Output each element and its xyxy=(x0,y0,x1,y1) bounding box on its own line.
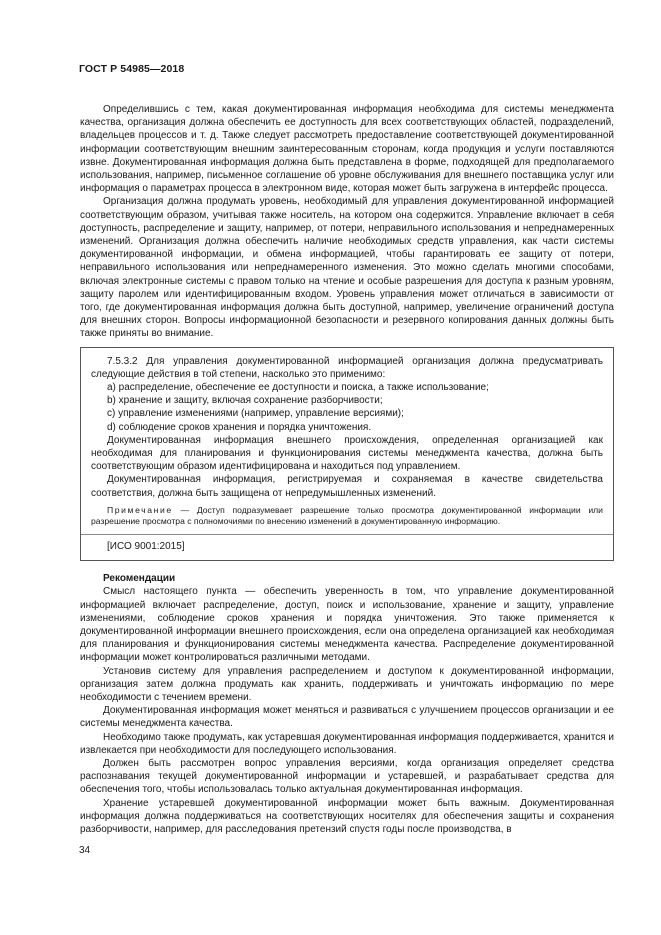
intro-paragraph: Организация должна продумать уровень, необходимый для управления документированной информацией соответствующим образом, учитывая также носитель, на котором она содержится. Управление включает в себя доступность, распределение и защиту, например, от потери, неправильного использования и непреднамеренных изменений. Организация должна обеспечить наличие необходимых средств управления, как части системы документированной информации, и обмена информацией, чтобы гарантировать ее защиту от потери, неправильного использования или непреднамеренного изменения. Это можно сделать многими способами, включая электронные системы с правом только на чтение и особые разрешения для доступа к разным уровням, защиту паролем или идентифицированным входом. Уровень управления может отличаться в зависимости от того, где документированная информация должна быть доступной, например, увеличение ограничений доступа для внешних сторон. Вопросы информационной безопасности и резервного копирования данных должны быть также приняты во внимание. xyxy=(80,196,614,340)
recommendation-paragraph: Документированная информация может меняться и развиваться с улучшением процессов организации и ее системы менеджмента качества. xyxy=(80,705,614,730)
note-label: Примечание xyxy=(107,504,173,515)
requirement-item: c) управление изменениями (например, управление версиями); xyxy=(107,408,404,420)
recommendation-paragraph: Хранение устаревшей документированной информации может быть важным. Документированная информация должна поддерживаться на соответствующих носителях для обеспечения защиты и сохранения разборчивости, например, для расследования претензий спустя годы после производства, в xyxy=(80,797,614,835)
recommendation-paragraph: Установив систему для управления распределением и доступом к документированной информации, организация затем должна продумать как хранить, поддерживать и уничтожать информацию по мере необходимости с течением времени. xyxy=(80,665,614,703)
note-text: — Доступ подразумевает разрешение только просмотра документированной информации или разрешение просмотра с полномочиями по внесению изменений в документированную информацию. xyxy=(91,504,603,527)
page-number: 34 xyxy=(79,845,91,856)
source-reference: [ИСО 9001:2015] xyxy=(107,540,185,552)
recommendation-paragraph: Должен быть рассмотрен вопрос управления версиями, когда организация определяет средства распознавания текущей документированной информации и устаревшей, и разрабатывает средства для обеспечения того, чтобы использовалась только актуальная документированная информация. xyxy=(80,757,614,796)
recommendations-heading: Рекомендации xyxy=(103,573,176,585)
requirement-item: b) хранение и защиту, включая сохранение разборчивости; xyxy=(107,395,383,407)
requirement-item: a) распределение, обеспечение ее доступности и поиска, а также использование; xyxy=(107,382,489,394)
box-divider xyxy=(81,534,613,535)
requirement-paragraph: Документированная информация внешнего происхождения, определенная организацией как необходимая для планирования и функционирования системы менеджмента качества, должна быть соответствующим образом идентифицирована и находиться под управлением. xyxy=(91,434,603,473)
recommendation-paragraph: Необходимо также продумать, как устаревшая документированная информация поддерживается, хранится и извлекается при необходимости для последующего использования. xyxy=(80,731,614,756)
intro-paragraph: Определившись с тем, какая документированная информация необходима для системы менеджмента качества, организация должна обеспечить ее доступность для всех соответствующих областей, подразделений, владельцев процессов и т. д. Также следует рассмотреть предоставление соответствующей документированной информации соответствующим внешним заинтересованным сторонам, когда продукция и услуги поставляются извне. Документированная информация должна быть представлена в форме, подходящей для предполагаемого использования, например, письменное соглашение об уровне обслуживания для внешнего поставщика услуг или информация о параметрах процесса в электронном виде, которая может быть загружена в интерфейс процесса. xyxy=(80,104,614,195)
requirement-lead: 7.5.3.2 Для управления документированной информацией организация должна предусматривать следующие действия в той степени, насколько это применимо: xyxy=(91,355,603,380)
standard-header: ГОСТ Р 54985—2018 xyxy=(79,63,185,75)
note xyxy=(91,505,603,528)
requirement-paragraph: Документированная информация, регистрируемая и сохраняемая в качестве свидетельства соответствия, должна быть защищена от непредумышленных изменений. xyxy=(91,474,603,499)
page-content xyxy=(80,103,614,836)
recommendation-paragraph: Смысл настоящего пункта — обеспечить уверенность в том, что управление документированной информацией включает распределение, доступ, поиск и использование, хранение и защиту, управление изменениями, соблюдение сроков хранения и порядка уничтожения. Это также применяется к документированной информации внешнего происхождения, если она определена организацией как необходимая для планирования и функционирования системы менеджмента качества. Распределение документированной информации может контролироваться различными методами. xyxy=(80,586,614,664)
quoted-requirement-box xyxy=(80,347,614,561)
requirement-item: d) соблюдение сроков хранения и порядка уничтожения. xyxy=(107,421,372,433)
